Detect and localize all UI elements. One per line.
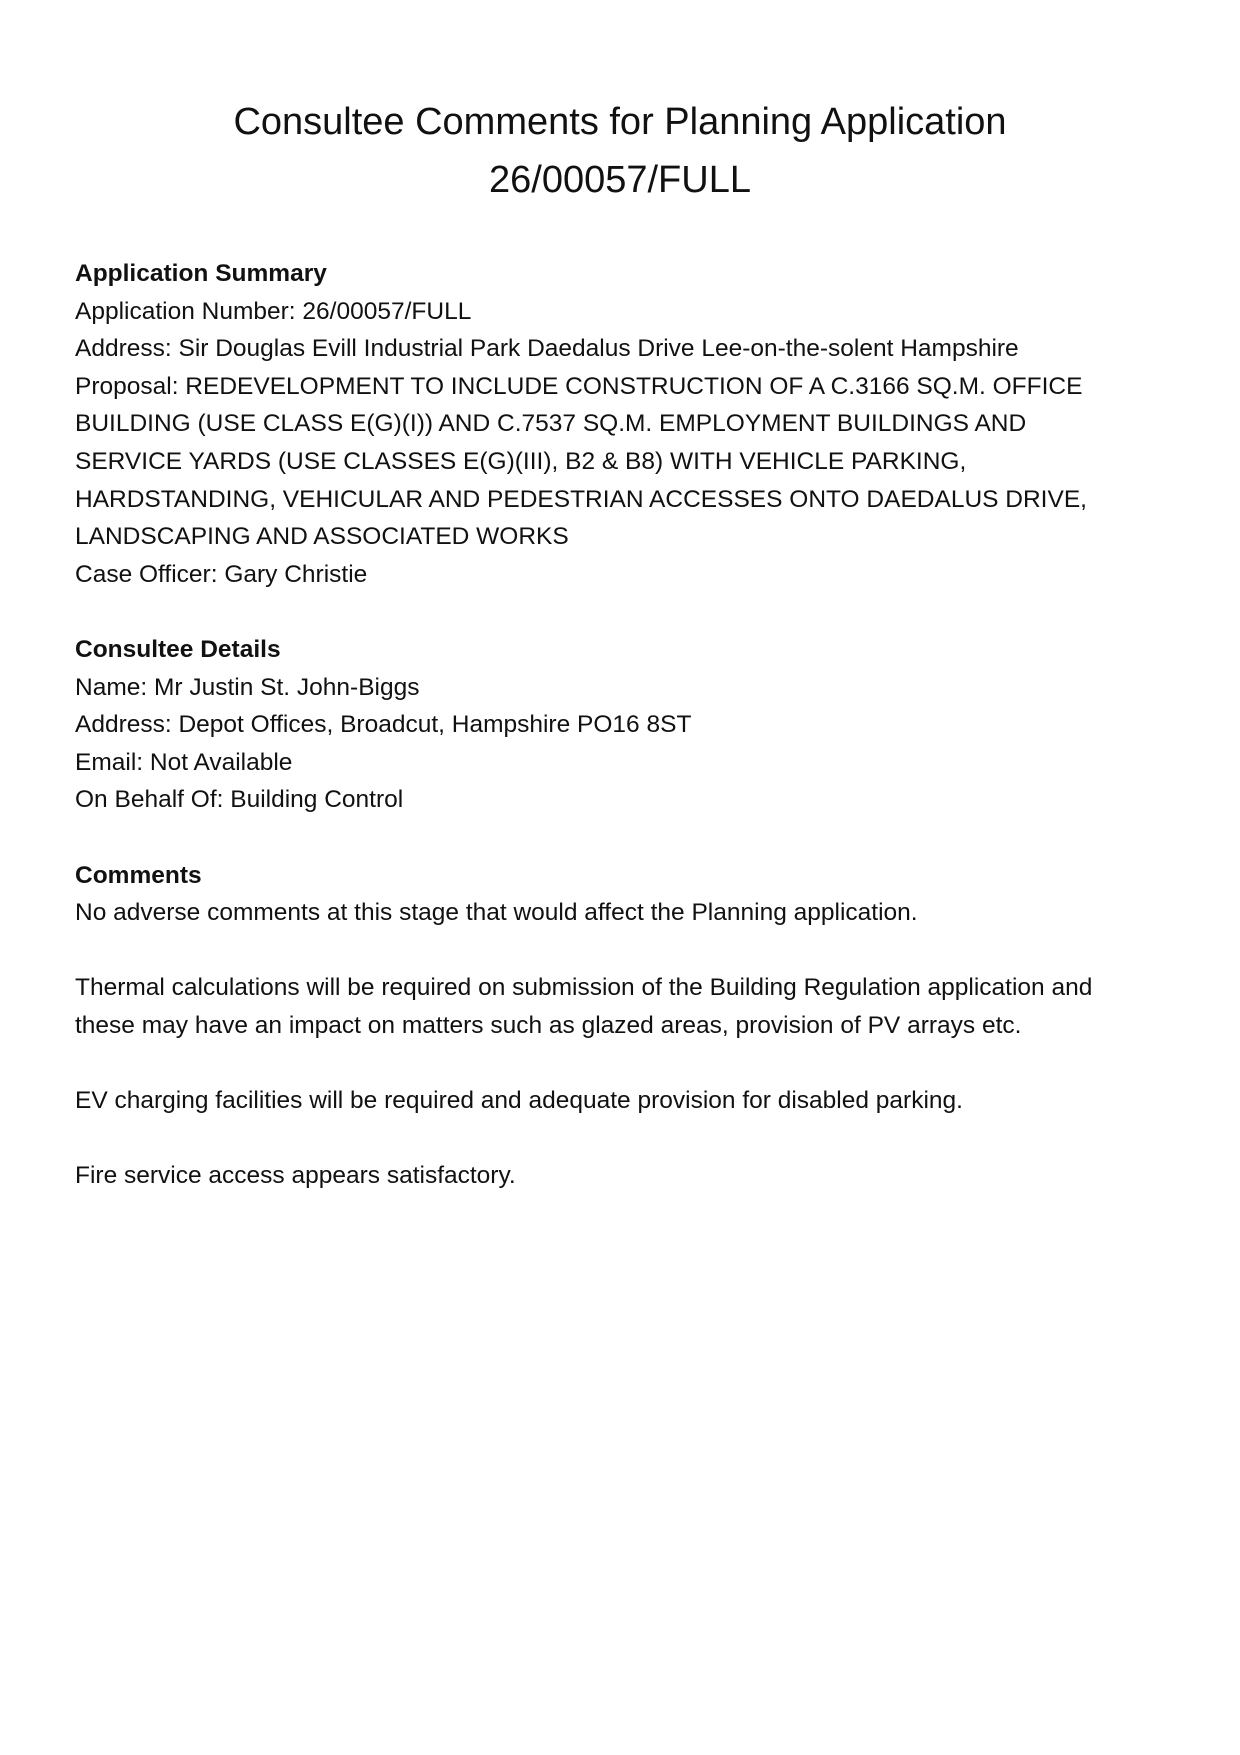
comments-heading: Comments — [75, 861, 202, 889]
comment-paragraph-1: No adverse comments at this stage that would affect the Planning application. — [75, 899, 918, 927]
consultee-on-behalf-of: On Behalf Of: Building Control — [75, 786, 404, 814]
section-spacer — [75, 819, 1135, 857]
consultee-email: Email: Not Available — [75, 748, 293, 776]
consultee-name: Name: Mr Justin St. John-Biggs — [75, 673, 420, 701]
site-address: Address: Sir Douglas Evill Industrial Park Daedalus Drive Lee-on-the-solent Hampshire — [75, 335, 1019, 363]
proposal-line: SERVICE YARDS (USE CLASSES E(G)(III), B2 & B8) WITH VEHICLE PARKING, — [75, 447, 967, 475]
title-line-1: Consultee Comments for Planning Application — [233, 101, 1007, 143]
title-line-2: 26/00057/FULL — [489, 159, 751, 201]
comment-paragraph-2-line: these may have an impact on matters such as glazed areas, provision of PV arrays etc. — [75, 1011, 1022, 1039]
comment-paragraph-3: EV charging facilities will be required and adequate provision for disabled parking. — [75, 1087, 963, 1115]
proposal-line: Proposal: REDEVELOPMENT TO INCLUDE CONSTRUCTION OF A C.3166 SQ.M. OFFICE — [75, 372, 1083, 400]
application-summary-section — [75, 255, 1135, 593]
proposal-line: LANDSCAPING AND ASSOCIATED WORKS — [75, 523, 569, 551]
paragraph-spacer — [75, 1044, 1135, 1082]
application-summary-heading: Application Summary — [75, 260, 327, 287]
consultee-details-section — [75, 631, 1135, 819]
comment-paragraph-4: Fire service access appears satisfactory. — [75, 1162, 516, 1190]
document-body — [75, 255, 1135, 1195]
consultee-details-heading: Consultee Details — [75, 635, 281, 663]
proposal-line: BUILDING (USE CLASS E(G)(I)) AND C.7537 SQ.M. EMPLOYMENT BUILDINGS AND — [75, 410, 1027, 438]
paragraph-spacer — [75, 1120, 1135, 1158]
proposal-line: HARDSTANDING, VEHICULAR AND PEDESTRIAN ACCESSES ONTO DAEDALUS DRIVE, — [75, 485, 1087, 513]
comment-paragraph-2-line: Thermal calculations will be required on submission of the Building Regulation application and — [75, 974, 1093, 1002]
section-spacer — [75, 593, 1135, 631]
case-officer: Case Officer: Gary Christie — [75, 560, 368, 588]
comments-section — [75, 857, 1135, 1195]
consultee-address: Address: Depot Offices, Broadcut, Hampshire PO16 8ST — [75, 711, 692, 739]
application-number: Application Number: 26/00057/FULL — [75, 297, 472, 325]
document-title — [0, 93, 1240, 209]
paragraph-spacer — [75, 932, 1135, 970]
